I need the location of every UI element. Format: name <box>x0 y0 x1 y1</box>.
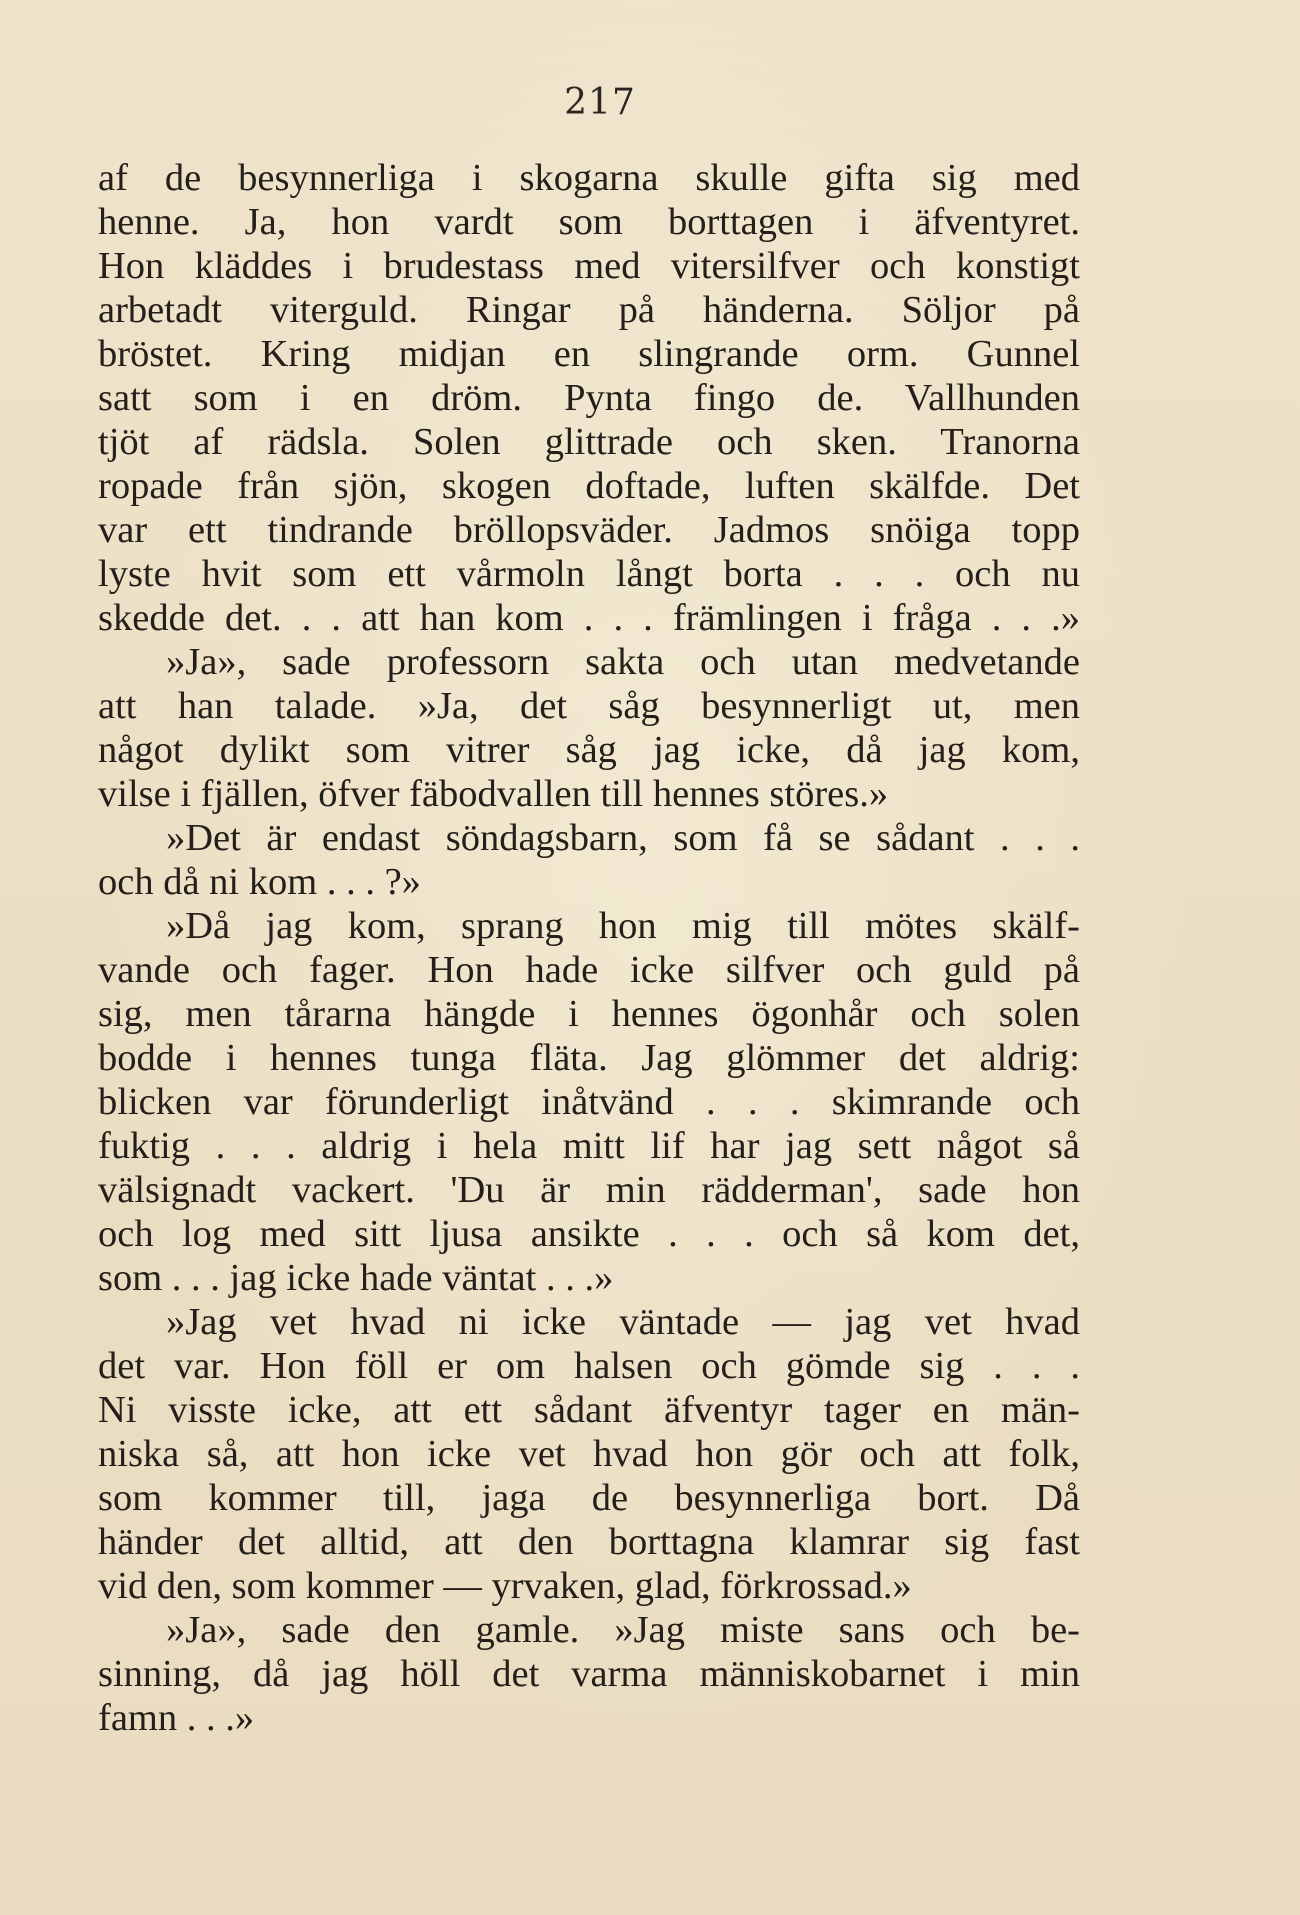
text-line: famn . . .» <box>98 1697 255 1739</box>
body-text <box>98 156 1080 1740</box>
text-line: »Ja», sade den gamle. »Jag miste sans och be- <box>166 1609 1080 1651</box>
text-line: henne. Ja, hon vardt som borttagen i äfventyret. <box>98 201 1080 243</box>
text-line: att han talade. »Ja, det såg besynnerligt ut, men <box>98 685 1080 727</box>
text-line: »Ja», sade professorn sakta och utan medvetande <box>166 641 1080 683</box>
page-number: 217 <box>564 82 636 123</box>
text-line: skedde det. . . att han kom . . . främlingen i fråga . . .» <box>98 597 1080 639</box>
text-line: bröstet. Kring midjan en slingrande orm. Gunnel <box>98 333 1080 375</box>
text-line: som kommer till, jaga de besynnerliga bort. Då <box>98 1477 1080 1519</box>
text-line: vilse i fjällen, öfver fäbodvallen till hennes störes.» <box>98 773 889 815</box>
text-line: »Jag vet hvad ni icke väntade — jag vet hvad <box>166 1301 1080 1343</box>
text-line: arbetadt viterguld. Ringar på händerna. Söljor på <box>98 289 1080 331</box>
text-line: satt som i en dröm. Pynta fingo de. Vallhunden <box>98 377 1080 419</box>
text-line: blicken var förunderligt inåtvänd . . . skimrande och <box>98 1081 1080 1123</box>
text-line: bodde i hennes tunga fläta. Jag glömmer det aldrig: <box>98 1037 1080 1079</box>
text-line: sinning, då jag höll det varma människobarnet i min <box>98 1653 1080 1695</box>
text-line: något dylikt som vitrer såg jag icke, då jag kom, <box>98 729 1080 771</box>
text-line: »Det är endast söndagsbarn, som få se sådant . . . <box>166 817 1080 859</box>
text-line: det var. Hon föll er om halsen och gömde sig . . . <box>98 1345 1080 1387</box>
text-line: Ni visste icke, att ett sådant äfventyr tager en män- <box>98 1389 1080 1431</box>
text-line: ropade från sjön, skogen doftade, luften skälfde. Det <box>98 465 1080 507</box>
text-line: vid den, som kommer — yrvaken, glad, förkrossad.» <box>98 1565 912 1607</box>
text-line: var ett tindrande bröllopsväder. Jadmos snöiga topp <box>98 509 1080 551</box>
text-line: »Då jag kom, sprang hon mig till mötes skälf- <box>166 905 1080 947</box>
text-line: välsignadt vackert. 'Du är min rädderman', sade hon <box>98 1169 1080 1211</box>
text-line: och då ni kom . . . ?» <box>98 861 421 903</box>
text-line: af de besynnerliga i skogarna skulle gifta sig med <box>98 157 1080 199</box>
text-line: händer det alltid, att den borttagna klamrar sig fast <box>98 1521 1080 1563</box>
text-line: lyste hvit som ett vårmoln långt borta . . . och nu <box>98 553 1080 595</box>
text-line: fuktig . . . aldrig i hela mitt lif har jag sett något så <box>98 1125 1080 1167</box>
text-line: som . . . jag icke hade väntat . . .» <box>98 1257 614 1299</box>
text-line: Hon kläddes i brudestass med vitersilfver och konstigt <box>98 245 1080 287</box>
text-line: niska så, att hon icke vet hvad hon gör och att folk, <box>98 1433 1080 1475</box>
text-line: vande och fager. Hon hade icke silfver och guld på <box>98 949 1080 991</box>
text-line: och log med sitt ljusa ansikte . . . och så kom det, <box>98 1213 1080 1255</box>
text-line: sig, men tårarna hängde i hennes ögonhår och solen <box>98 993 1080 1035</box>
text-line: tjöt af rädsla. Solen glittrade och sken. Tranorna <box>98 421 1080 463</box>
